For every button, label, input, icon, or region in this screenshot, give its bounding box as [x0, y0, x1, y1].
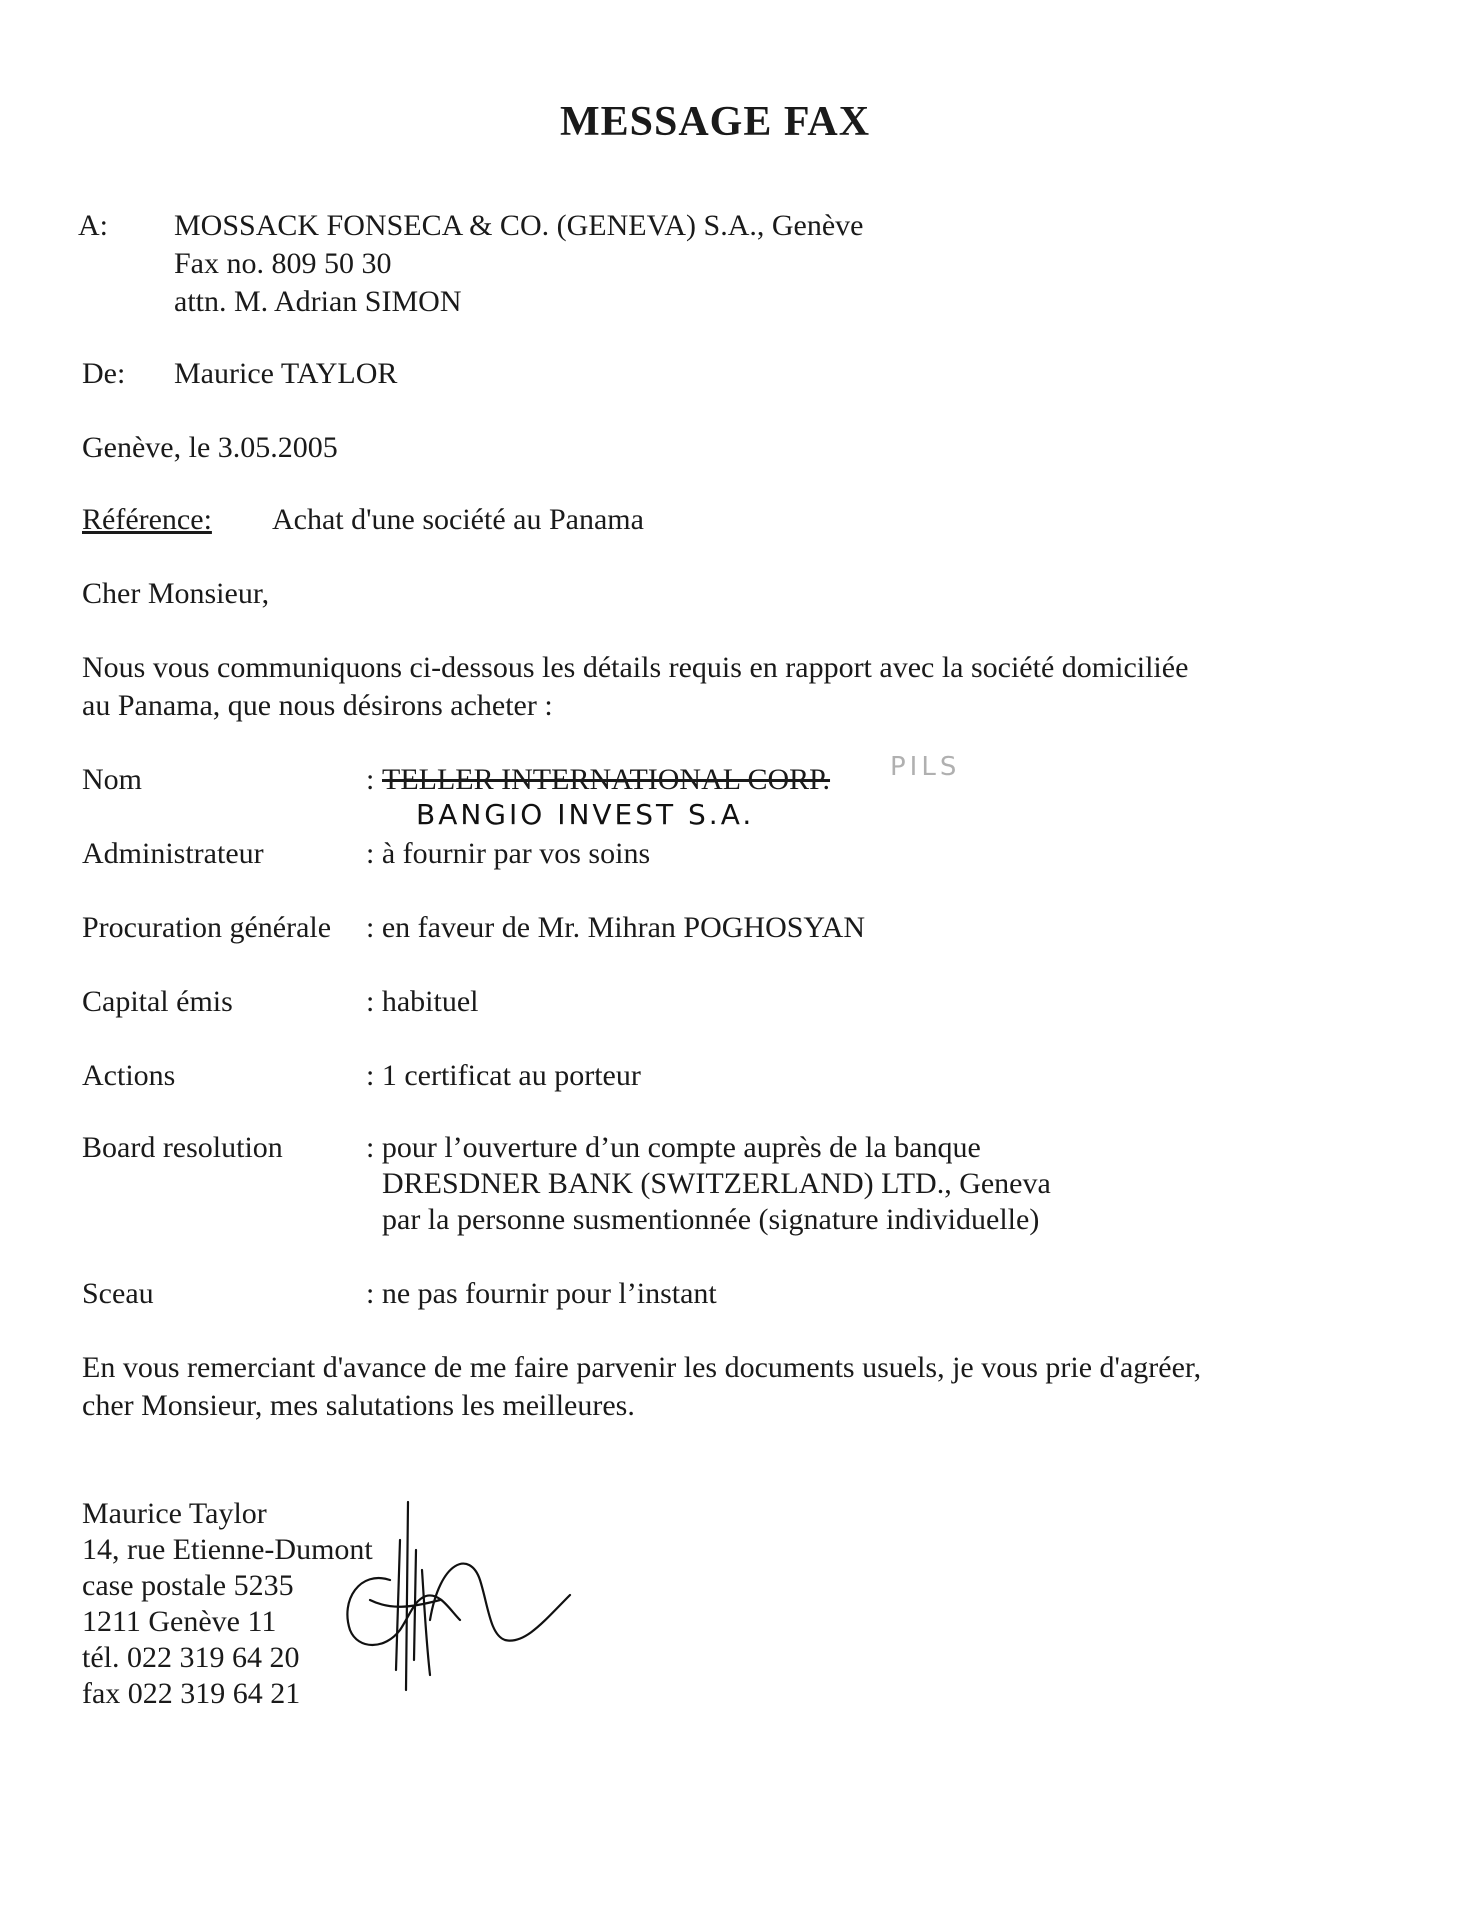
closing-line-2: cher Monsieur, mes salutations les meilleures.	[82, 1389, 635, 1422]
document-date: Genève, le 3.05.2005	[82, 431, 338, 464]
sender-fax: fax 022 319 64 21	[82, 1677, 301, 1710]
to-label: A:	[78, 209, 108, 242]
sender-city: 1211 Genève 11	[82, 1605, 277, 1638]
reference-label: Référence:	[82, 503, 212, 536]
sender-name: Maurice Taylor	[82, 1497, 267, 1530]
field-label-nom: Nom	[82, 763, 142, 796]
reference-subject: Achat d'une société au Panama	[272, 503, 644, 536]
field-colon-nom: :	[366, 763, 375, 796]
field-label-board-resolution: Board resolution	[82, 1131, 283, 1164]
sender-tel: tél. 022 319 64 20	[82, 1641, 300, 1674]
field-value-board-line-3: par la personne susmentionnée (signature individuelle)	[382, 1203, 1040, 1236]
field-label-capital: Capital émis	[82, 985, 233, 1018]
field-value-procuration: : en faveur de Mr. Mihran POGHOSYAN	[366, 911, 866, 944]
closing-line-1: En vous remerciant d'avance de me faire parvenir les documents usuels, je vous prie d'agréer,	[82, 1351, 1202, 1384]
field-label-actions: Actions	[82, 1059, 176, 1092]
from-name: Maurice TAYLOR	[174, 357, 398, 390]
field-value-board-line-1: : pour l’ouverture d’un compte auprès de la banque	[366, 1131, 981, 1164]
to-attention: attn. M. Adrian SIMON	[174, 285, 462, 318]
sender-street: 14, rue Etienne-Dumont	[82, 1533, 373, 1566]
handwritten-company-name: BANGIO INVEST S.A.	[416, 798, 755, 831]
field-value-actions: : 1 certificat au porteur	[366, 1059, 641, 1092]
intro-line-1: Nous vous communiquons ci-dessous les détails requis en rapport avec la société domiciliée	[82, 651, 1189, 684]
to-company: MOSSACK FONSECA & CO. (GENEVA) S.A., Genève	[174, 209, 864, 242]
handwritten-signature	[330, 1500, 600, 1700]
from-label: De:	[82, 357, 126, 390]
field-label-administrateur: Administrateur	[82, 837, 264, 870]
field-value-sceau: : ne pas fournir pour l’instant	[366, 1277, 717, 1310]
field-label-procuration: Procuration générale	[82, 911, 332, 944]
field-value-board-line-2: DRESDNER BANK (SWITZERLAND) LTD., Geneva	[382, 1167, 1051, 1200]
sender-po-box: case postale 5235	[82, 1569, 294, 1602]
document-title: MESSAGE FAX	[559, 99, 871, 145]
field-value-capital: : habituel	[366, 985, 479, 1018]
field-value-administrateur: : à fournir par vos soins	[366, 837, 651, 870]
company-name-struck: TELLER INTERNATIONAL CORP.	[382, 763, 831, 796]
salutation: Cher Monsieur,	[82, 577, 270, 610]
handwritten-annotation: PILS	[890, 752, 961, 782]
field-label-sceau: Sceau	[82, 1277, 154, 1310]
to-fax-number: Fax no. 809 50 30	[174, 247, 392, 280]
intro-line-2: au Panama, que nous désirons acheter :	[82, 689, 553, 722]
